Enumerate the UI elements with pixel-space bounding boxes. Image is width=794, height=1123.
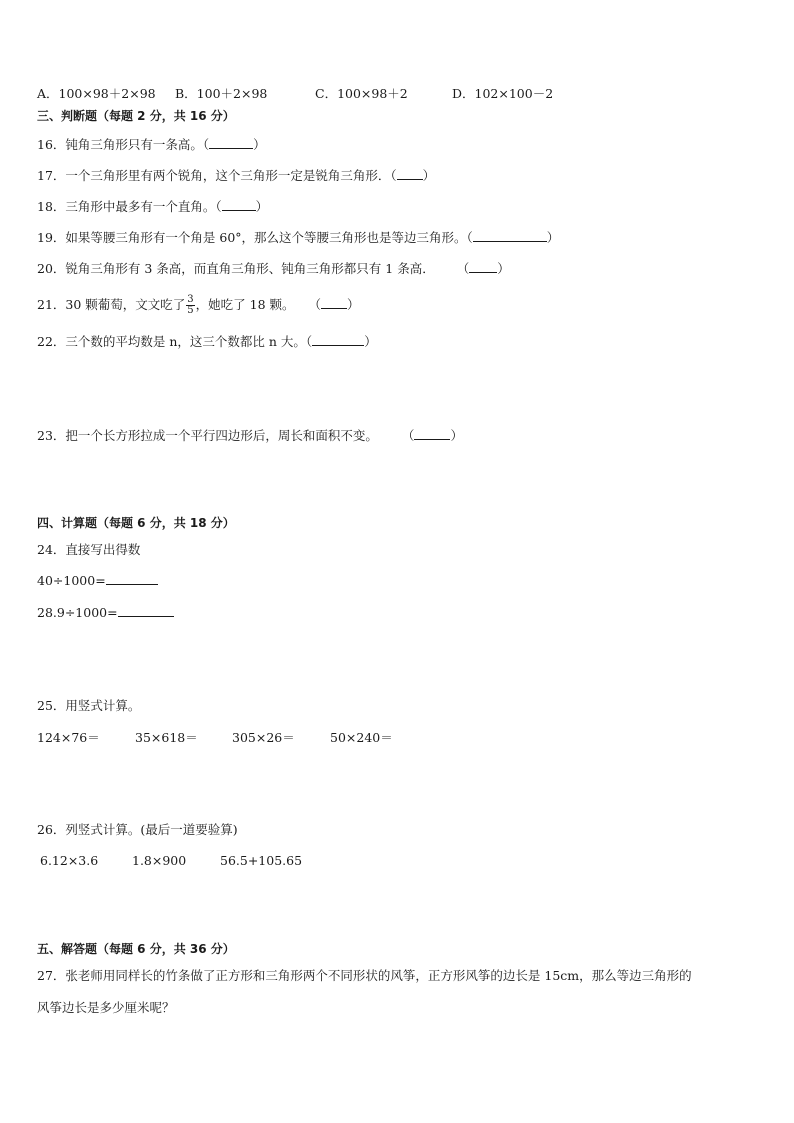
calc-expression: 6.12×3.6 [40,853,99,868]
question-16 [37,136,266,153]
question-20-open: （ [456,261,470,276]
question-21-text-after: ，她吃了 18 颗。 [195,297,295,312]
calc-item-24-1 [37,572,158,589]
answer-blank-16[interactable] [209,136,253,149]
answer-blank-23[interactable] [414,427,450,440]
question-27-line-1: 27．张老师用同样长的竹条做了正方形和三角形两个不同形状的风筝，正方形风筝的边长是 15cm，那么等边三角形的 [37,968,692,983]
question-20-close: ） [497,261,510,276]
calc-expression: 50×240＝ [330,730,393,745]
question-23-text: 23．把一个长方形拉成一个平行四边形后，周长和面积不变。 [37,428,378,443]
question-16-close: ） [253,137,266,152]
question-22 [37,333,377,350]
question-22-text: 22．三个数的平均数是 n，这三个数都比 n 大。（ [37,334,313,349]
answer-blank-18[interactable] [222,198,256,211]
answer-blank-24-1[interactable] [106,572,158,585]
option-c: C．100×98＋2 [315,86,408,101]
option-d: D．102×100－2 [452,86,554,101]
question-20-text: 20．锐角三角形有 3 条高，而直角三角形、钝角三角形都只有 1 条高． [37,261,435,276]
question-23 [37,427,463,444]
section-3-heading: 三、判断题（每题 2 分，共 16 分） [37,109,235,123]
question-19-text: 19．如果等腰三角形有一个角是 60°，那么这个等腰三角形也是等边三角形。（ [37,230,473,245]
question-21-open: （ [308,297,322,312]
section-4-heading: 四、计算题（每题 6 分，共 18 分） [37,516,235,530]
question-24-title: 24．直接写出得数 [37,542,141,557]
answer-blank-20[interactable] [469,260,497,273]
fraction-numerator: 3 [187,294,194,305]
answer-blank-19[interactable] [473,229,547,242]
question-20 [37,260,510,277]
fraction-denominator: 5 [187,305,194,316]
calc-expression: 28.9÷1000= [37,605,118,620]
question-25-title: 25．用竖式计算。 [37,698,141,713]
answer-blank-17[interactable] [397,167,423,180]
calc-expression: 40÷1000= [37,573,106,588]
question-18-close: ） [255,199,269,214]
calc-expression: 1.8×900 [132,853,187,868]
calc-expression: 305×26＝ [232,730,295,745]
question-18-text: 18．三角形中最多有一个直角。（ [37,199,222,214]
question-21-close: ） [347,297,360,312]
question-19-close: ） [546,230,560,245]
question-22-close: ） [364,334,377,349]
question-23-open: （ [401,428,415,443]
calc-expression: 124×76＝ [37,730,100,745]
question-17-text: 17．一个三角形里有两个锐角，这个三角形一定是锐角三角形．（ [37,168,397,183]
option-a: A．100×98＋2×98 [37,86,156,101]
answer-blank-24-2[interactable] [118,604,174,617]
calc-item-24-2 [37,604,174,621]
calc-expression: 56.5+105.65 [220,853,303,868]
question-17-close: ） [422,168,436,183]
question-26-title: 26．列竖式计算。(最后一道要验算) [37,822,238,837]
option-b: B．100＋2×98 [175,86,268,101]
question-23-close: ） [450,428,463,443]
question-16-text: 16．钝角三角形只有一条高。（ [37,137,210,152]
question-19 [37,229,559,246]
calc-expression: 35×618＝ [135,730,198,745]
fraction-three-fifths [186,295,194,316]
answer-blank-22[interactable] [312,333,364,346]
question-21 [37,294,360,316]
question-18 [37,198,268,215]
answer-blank-21[interactable] [321,296,347,309]
question-21-text-before: 21．30 颗葡萄，文文吃了 [37,297,186,312]
question-17 [37,167,435,184]
section-5-heading: 五、解答题（每题 6 分，共 36 分） [37,942,235,956]
question-27-line-2: 风筝边长是多少厘米呢？ [37,1000,175,1015]
